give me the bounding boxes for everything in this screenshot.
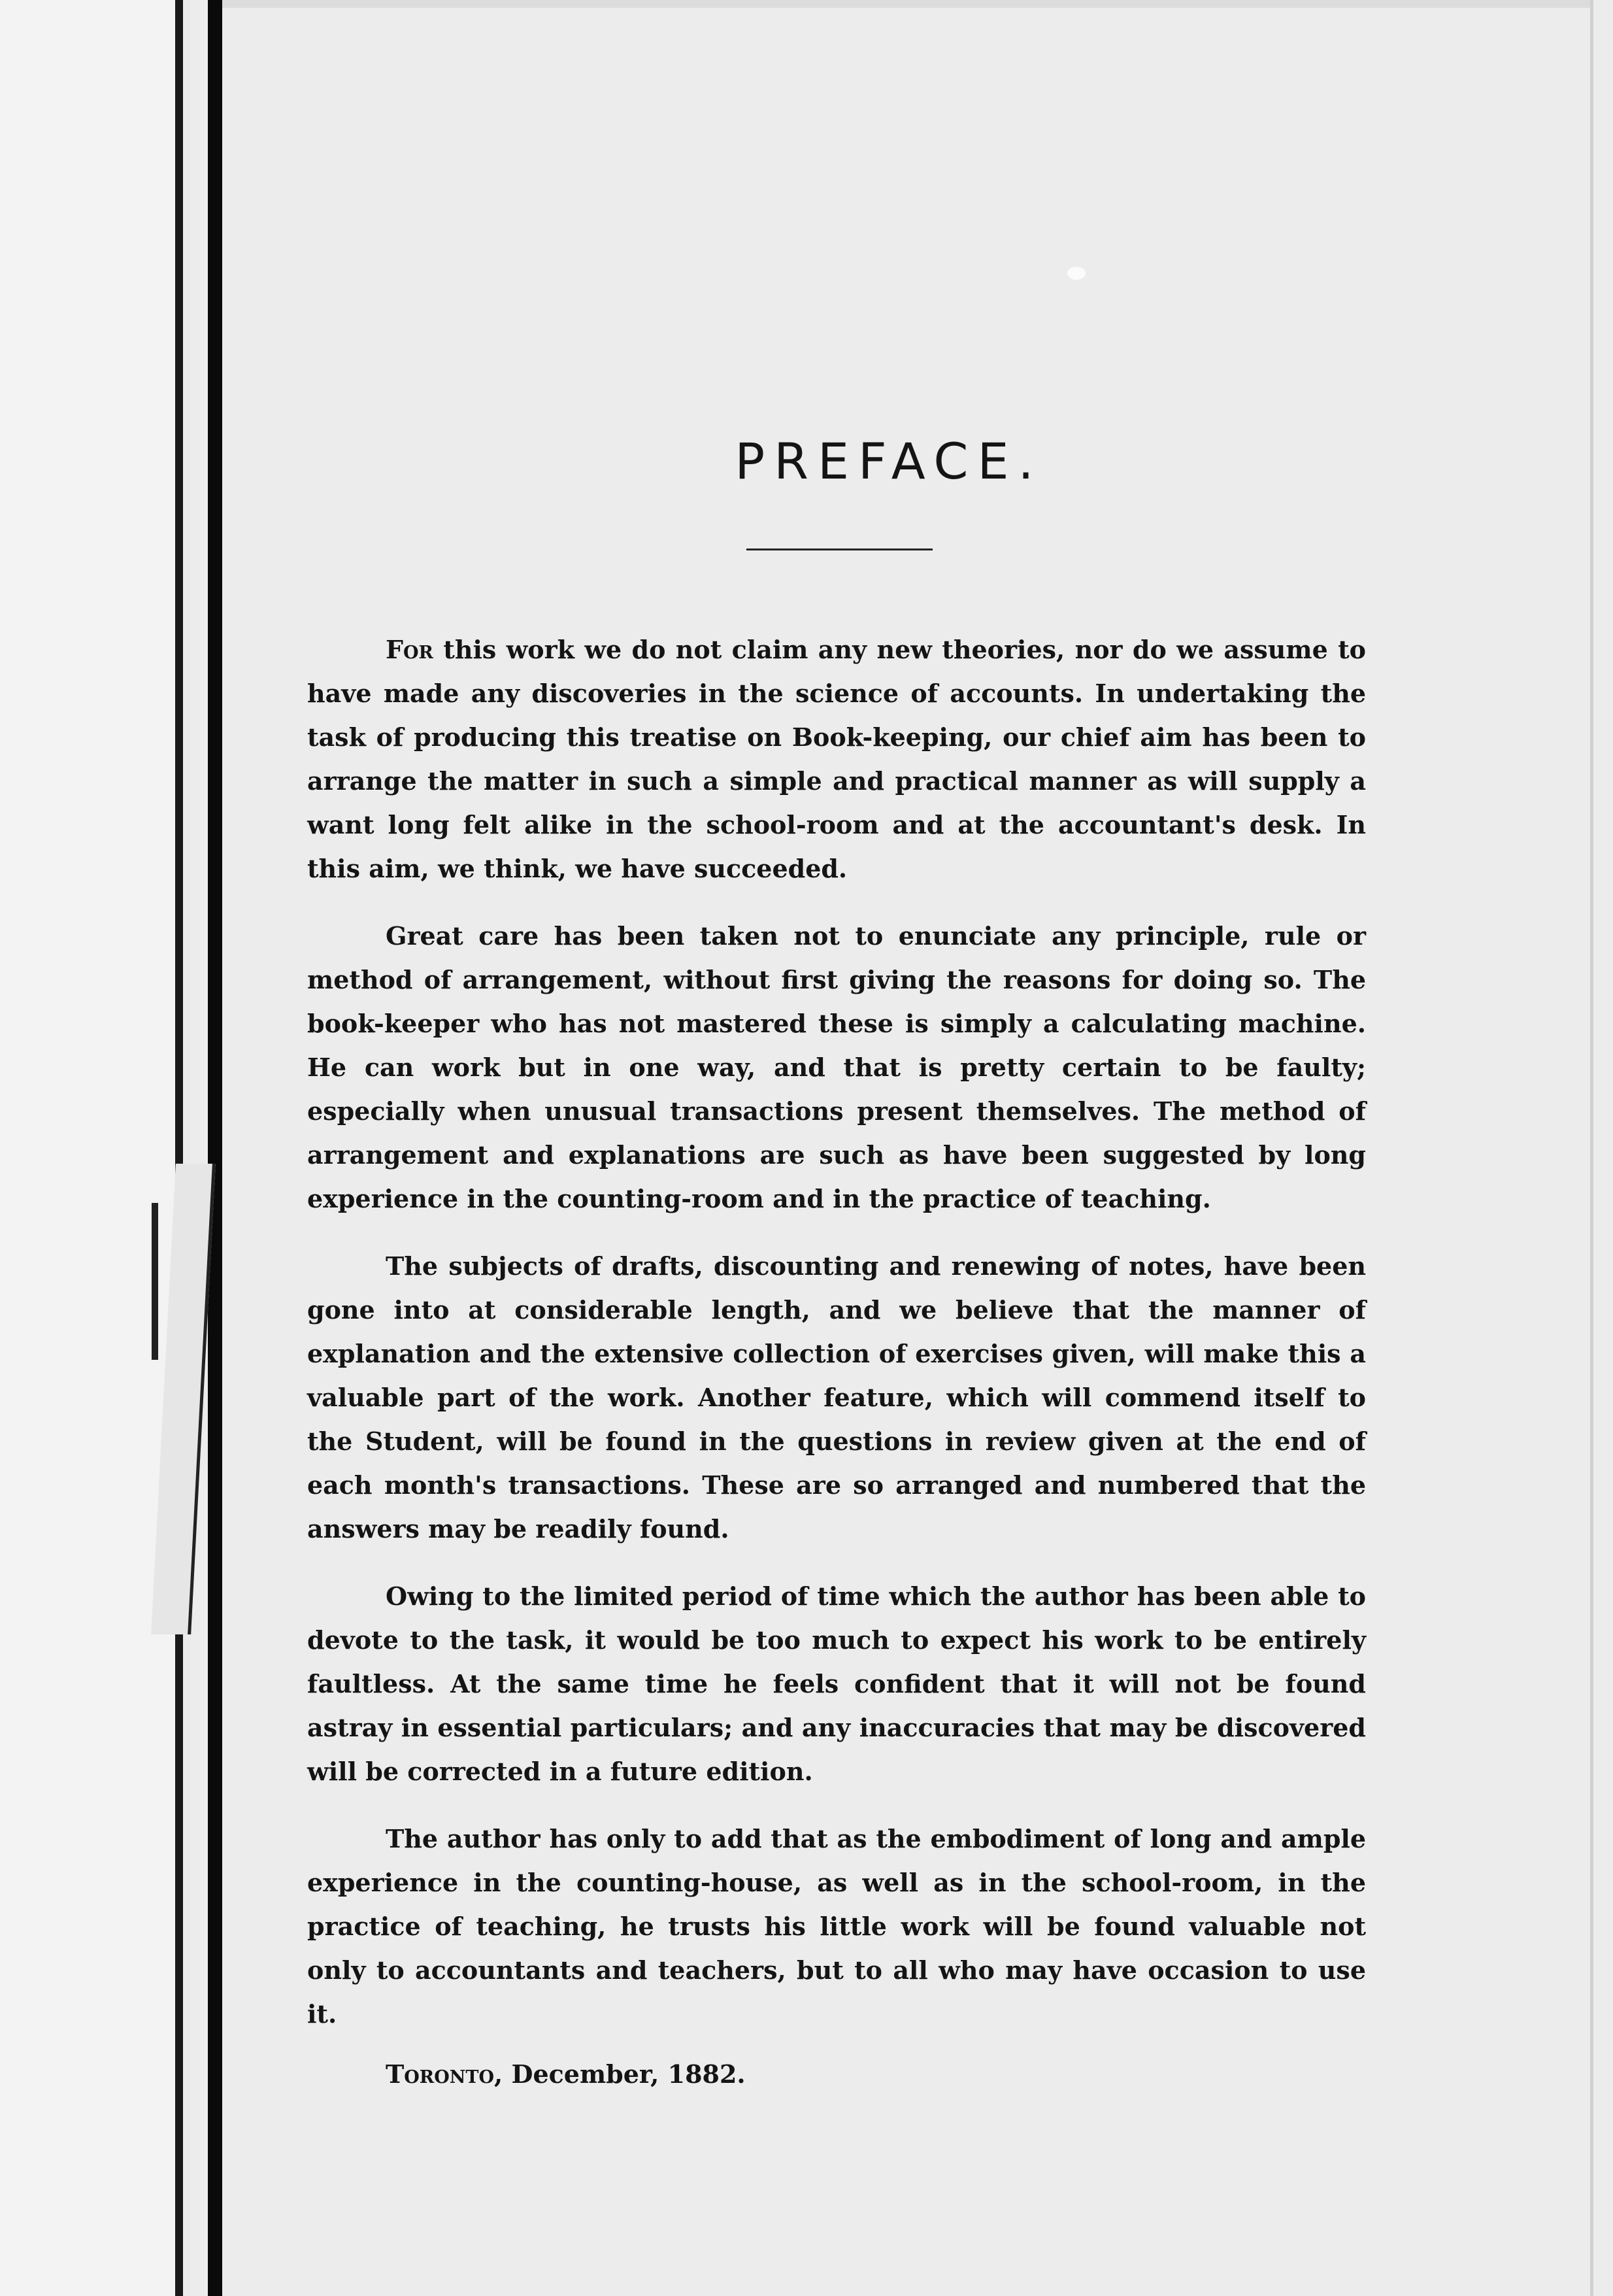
- paragraph-3: [307, 1244, 1366, 1551]
- book-spine-shadow: [208, 0, 222, 2296]
- paragraph-text: Owing to the limited period of time which the author has been able to devote to the task, it would be too much to expect his work to be entirely faultless. At the same time he feels confident that it will not be found astray in essential particulars; and any inaccuracies that may be discovered will be corrected in a future edition.: [307, 1581, 1366, 1787]
- facing-page-margin: [0, 0, 180, 2296]
- place-date-signature: [307, 2059, 1366, 2089]
- paragraph-5: [307, 1817, 1366, 2036]
- paragraph-2: [307, 914, 1366, 1221]
- signature-place: Toronto,: [386, 2059, 503, 2089]
- paragraph-text: this work we do not claim any new theories, nor do we assume to have made any discoveries in the science of accounts. In undertaking the task of producing this treatise on Book-keeping, our chief aim has been to arrange the matter in such a simple and practical manner as will supply a want long felt alike in the school-room and at the accountant's desk. In this aim, we think, we have succeeded.: [307, 635, 1366, 884]
- title-rule: [746, 549, 933, 550]
- paper-speck: [1067, 267, 1086, 280]
- paragraph-1: [307, 628, 1366, 890]
- paragraph-lead: For: [386, 635, 433, 665]
- page-right-edge: [1590, 0, 1593, 2296]
- paragraph-text: The author has only to add that as the embodiment of long and ample experience in the counting-house, as well as in the school-room, in the practice of teaching, he trusts his little work will be found valuable not only to accountants and teachers, but to all who may have occasion to use it.: [307, 1824, 1366, 2029]
- paragraph-text: The subjects of drafts, discounting and renewing of notes, have been gone into at considerable length, and we believe that the manner of explanation and the extensive collection of exercises given, will make this a valuable part of the work. Another feature, which will commend itself to the Student, will be found in the questions in review given at the end of each month's transactions. These are so arranged and numbered that the answers may be readily found.: [307, 1251, 1366, 1544]
- page-title: PREFACE.: [735, 432, 1043, 490]
- paragraph-text: Great care has been taken not to enunciate any principle, rule or method of arrangement, without first giving the reasons for doing so. The book-keeper who has not mastered these is simply a calculating machine. He can work but in one way, and that is pretty certain to be faulty; especially when unusual transactions present themselves. The method of arrangement and explanations are such as have been suggested by long experience in the counting-room and in the practice of teaching.: [307, 921, 1366, 1214]
- signature-date: December, 1882.: [503, 2059, 746, 2089]
- torn-fragment-shadow: [152, 1203, 158, 1360]
- preface-body: [307, 628, 1366, 2036]
- paragraph-4: [307, 1574, 1366, 1793]
- facing-page-edge: [175, 0, 183, 2296]
- page-top-edge: [222, 0, 1593, 8]
- preface-page: [307, 392, 1366, 2089]
